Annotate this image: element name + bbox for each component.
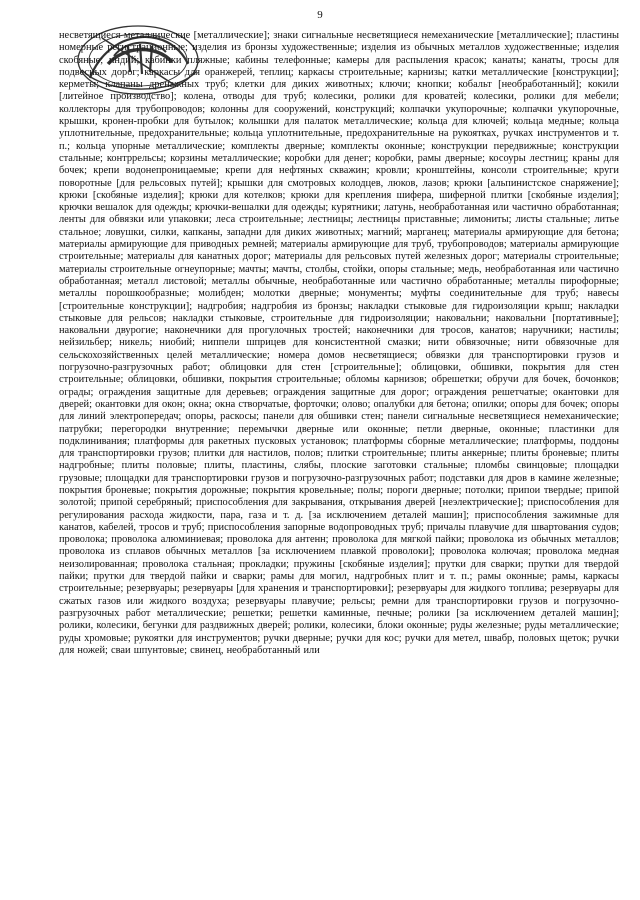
goods-list-paragraph: несветящиеся металлические [металлические]; знаки сигнальные несветящиеся немеханические [металлические]; пластины номерные регистрационные; изделия из бронзы художественные; изделия из обычных металлов художественные; изделия скобяные; индий; кабинки пляжные; кабины телефонные; камеры для распыления красок; канаты; канаты, тросы для подвесных дорог; каркасы для оранжерей, теплиц; каркасы строительные; карнизы; катки металлические [конструкции]; керметы; клапаны дренажных труб; клетки для диких животных; ключи; кнопки; кобальт [необработанный]; кокили [литейное производство]; колена, отводы для труб; колесики, ролики для кроватей; колесики, ролики для мебели; коллекторы для трубопроводов; колонны для сооружений, конструкций; колпачки укупорочные; колпачки укупорочные, крышки, кронен-пробки для бутылок; колышки для палаток металлические; кольца для ключей; кольца медные; кольца уплотнительные, предохранительные; кольца уплотнительные, предохранительные на рукоятках, ручках инструментов и т. п.; кольца упорные металлические; комплекты дверные; комплекты оконные; конструкции передвижные; конструкции стальные; контррельсы; корзины металлические; коробки для денег; коробки, рамы дверные; косоуры лестниц; краны для бочек; крепи водонепроницаемые; крепи для нефтяных скважин; кровли; кронштейны, консоли строительные; круги поворотные [для рельсовых путей]; крышки для смотровых колодцев, люков, лазов; крюки [альпинистское снаряжение]; крюки [скобяные изделия]; крюки для котелков; крюки для крепления шифера, шиферной плитки [скобяные изделия]; крючки вешалок для одежды; крючки-вешалки для одежды; курятники; латунь, необработанная или частично обработанная; ленты для обвязки или упаковки; леса строительные; лестницы; лестницы приставные; лимониты; листы стальные; литье стальное; ловушки, силки, капканы, западни для диких животных; магний; марганец; материалы армирующие для бетона; материалы армирующие для приводных ремней; материалы армирующие для труб, трубопроводов; материалы армирующие строительные; материалы для канатных дорог; материалы для рельсовых путей железных дорог; материалы строительные; материалы строительные огнеупорные; мачты; мачты, столбы, стойки, опоры стальные; медь, необработанная или частично обработанная; металл листовой; металлы обычные, необработанные или частично обработанные; металлы пирофорные; металлы порошкообразные; молибден; молотки дверные; монументы; муфты соединительные для труб; навесы [строительные конструкции]; надгробия; надгробия из бронзы; накладки стыковые для гидроизоляции крыш; накладки стыковые для рельсов; накладки стыковые, строительные для гидроизоляции; наковальни; наковальни [портативные]; наковальни двурогие; наконечники для прогулочных тростей; наконечники для тросов, канатов; наручники; настилы; нейзильбер; никель; ниобий; ниппели шприцев для консистентной смазки; нити обвязочные; нити обвязочные для сельскохозяйственных целей металлические; номера домов несветящиеся; обвязки для транспортировки грузов и погрузочно-разгрузочных работ; облицовки для стен [строительные]; облицовки, обшивки, покрытия для стен строительные; облицовки, обшивки, покрытия строительные; обломы карнизов; обрешетки; обручи для бочек, бочонков; ограды; ограждения защитные для деревьев; ограждения защитные для дорог; ограждения решетчатые; окантовки для дверей; окантовки для окон; окна; окна створчатые, форточки; олово; опалубки для бетона; опилки; опоры для бочек; опоры для линий электропередач; опоры, раскосы; панели для обшивки стен; панели сигнальные несветящиеся немеханические; патрубки; перегородки внутренние; перемычки дверные или оконные; петли дверные, оконные; пластинки для подклинивания; платформы для ракетных пусковых установок; платформы сборные металлические; платформы, поддоны для транспортировки грузов; плитки для настилов, полов; плитки строительные; плиты анкерные; плиты броневые; плиты надгробные; плиты половые; плиты, пластины, слябы, плоские заготовки стальные; пломбы свинцовые; площадки грузовые; площадки для транспортировки грузов и погрузочно-разгрузочных работ; подставки для дров в камине железные; покрытия броневые; покрытия дорожные; покрытия кровельные; полы; пороги дверные; потолки; припои твердые; припой золотой; припой серебряный; приспособления для закрывания, открывания дверей [неэлектрические]; приспособления для регулирования расхода жидкости, пара, газа и т. д. [за исключением деталей машин]; приспособления зажимные для канатов, кабелей, тросов и труб; приспособления запорные водопроводных труб; причалы плавучие для швартования судов; проволока; проволока алюминиевая; проволока для антенн; проволока для мягкой пайки; проволока из обычных металлов; проволока из сплавов обычных металлов [за исключением плавкой проволоки]; проволока колючая; проволока медная неизолированная; проволока стальная; прокладки; пружины [скобяные изделия]; прутки для сварки; прутки для твердой пайки; прутки для твердой пайки и сварки; рамы для могил, надгробных плит и т. п.; рамы оконные; рамы, каркасы строительные; резервуары; резервуары [для хранения и транспортировки]; резервуары для жидкого топлива; резервуары для сжатых газов или жидкого воздуха; резервуары плавучие; рельсы; ремни для транспортировки грузов и погрузочно-разгрузочных работ металлические; решетки; решетки каминные, печные; ролики [за исключением деталей машин]; ролики, колесики, бегунки для раздвижных дверей; ролики, колесики, блоки оконные; руды железные; руды металлические; руды хромовые; рукоятки для инструментов; ручки дверные; ручки для кос; ручки для метел, швабр, половых щеток; ручки для ножей; сваи шпунтовые; свинец, необработанный или: [59, 30, 619, 656]
page-number: 9: [317, 9, 323, 21]
